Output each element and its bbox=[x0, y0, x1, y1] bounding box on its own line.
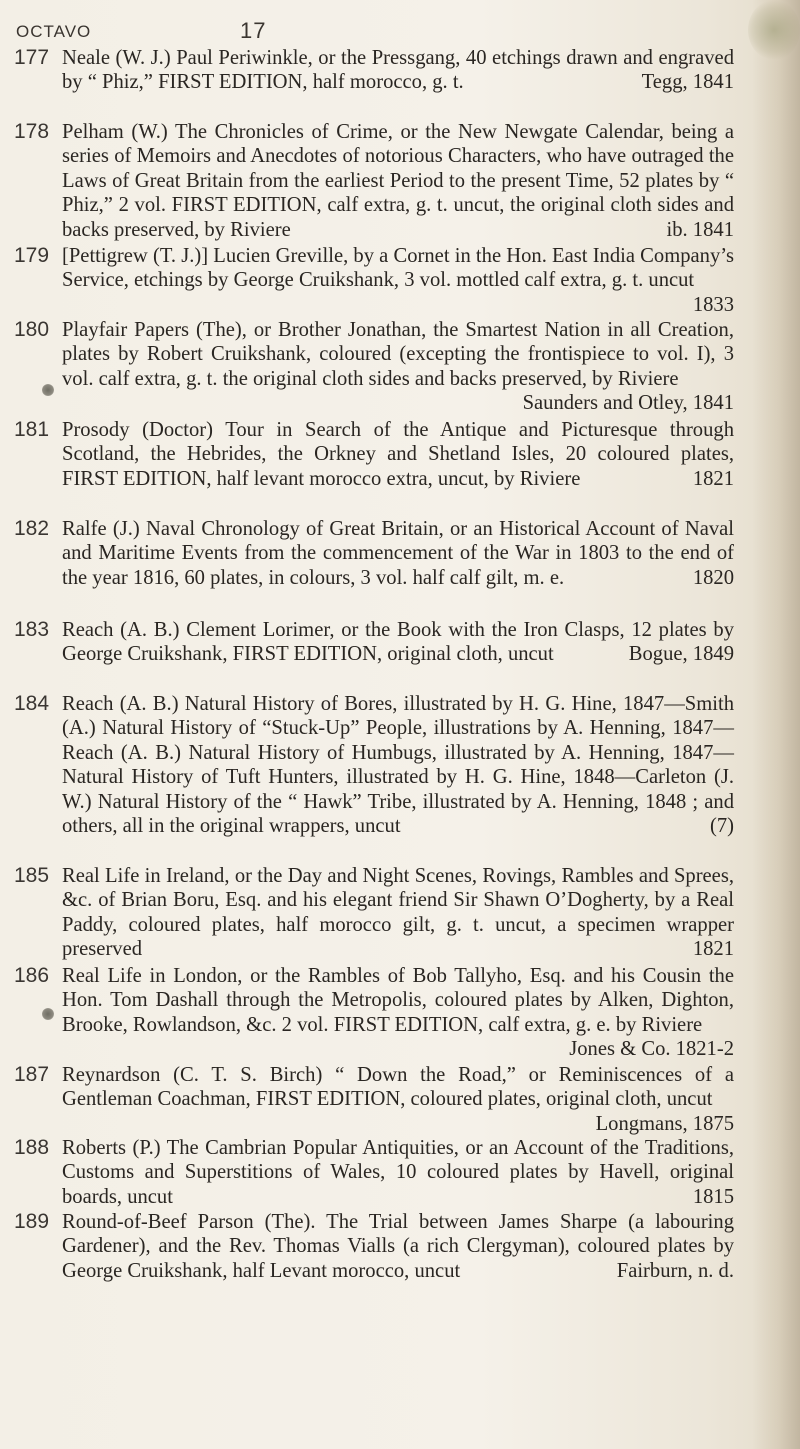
entry-text: Real Life in London, or the Rambles of Bob Tallyho, Esq. and his Cousin the Hon. Tom Dashall through the Metropolis, coloured plates by Alken, Dighton, Brooke, Rowlandson, &c. 2 vol. FIRST EDITION, calf extra, g. e. by Riviere bbox=[62, 965, 734, 1036]
entry-imprint: Jones & Co. 1821-2 bbox=[569, 1038, 734, 1061]
entry-text: Ralfe (J.) Naval Chronology of Great Britain, or an Historical Account of Naval and Maritime Events from the commencement of the War in 1803 to the end of the year 1816, 60 plates, in colours, 3 vol. half calf gilt, m. e. bbox=[62, 518, 734, 589]
entry-description bbox=[62, 318, 734, 416]
entry-text: Round-of-Beef Parson (The). The Trial between James Sharpe (a labouring Gardener), and the Rev. Thomas Vialls (a rich Clergyman), coloured plates by George Cruikshank, half Levant morocco, uncut bbox=[62, 1211, 734, 1282]
lot-number: 188 bbox=[14, 1136, 50, 1159]
entry-description bbox=[62, 418, 734, 491]
lot-number: 181 bbox=[14, 418, 50, 441]
entry-imprint: Fairburn, n. d. bbox=[616, 1259, 734, 1282]
foxing-spot bbox=[42, 1008, 54, 1020]
entry-text: Pelham (W.) The Chronicles of Crime, or the New Newgate Calendar, being a series of Memoirs and Anecdotes of notorious Characters, who have outraged the Laws of Great Britain from the earliest Period to the present Time, 52 plates by “ Phiz,” 2 vol. FIRST EDITION, calf extra, g. t. uncut, the original cloth sides and backs preserved, by Riviere bbox=[62, 121, 734, 241]
lot-number: 189 bbox=[14, 1210, 50, 1233]
lot-number: 187 bbox=[14, 1063, 50, 1086]
lot-number: 185 bbox=[14, 864, 50, 887]
entry-text: Neale (W. J.) Paul Periwinkle, or the Pressgang, 40 etchings drawn and engraved by “ Phiz,” FIRST EDITION, half morocco, g. t. bbox=[62, 47, 734, 94]
entry-text: Playfair Papers (The), or Brother Jonathan, the Smartest Nation in all Creation, plates by Robert Cruikshank, coloured (excepting the frontispiece to vol. I), 3 vol. calf extra, g. t. the original cloth sides and backs preserved, by Riviere bbox=[62, 319, 734, 390]
entry-imprint: 1821 bbox=[692, 467, 734, 490]
entry-text: [Pettigrew (T. J.)] Lucien Greville, by a Cornet in the Hon. East India Company’s Service, etchings by George Cruikshank, 3 vol. mottled calf extra, g. t. uncut bbox=[62, 245, 734, 292]
entry-description bbox=[62, 1210, 734, 1283]
entry-text: Reach (A. B.) Clement Lorimer, or the Book with the Iron Clasps, 12 plates by George Cruikshank, FIRST EDITION, original cloth, uncut bbox=[62, 619, 734, 666]
page-edge-shadow bbox=[752, 0, 800, 1449]
entry-imprint: Saunders and Otley, 1841 bbox=[522, 392, 734, 415]
page-number: 17 bbox=[240, 18, 267, 43]
entry-text: Roberts (P.) The Cambrian Popular Antiquities, or an Account of the Traditions, Customs and Superstitions of Wales, 10 coloured plates by Havell, original boards, uncut bbox=[62, 1137, 734, 1208]
lot-number: 182 bbox=[14, 517, 50, 540]
entry-text: Real Life in Ireland, or the Day and Night Scenes, Rovings, Rambles and Sprees, &c. of Brian Boru, Esq. and his elegant friend Sir Shawn O’Dogherty, by a Real Paddy, coloured plates, half morocco gilt, g. t. uncut, a specimen wrapper preserved bbox=[62, 865, 734, 961]
entry-imprint: Tegg, 1841 bbox=[641, 71, 734, 94]
foxing-spot bbox=[42, 384, 54, 396]
entry-imprint: (7) bbox=[709, 815, 734, 838]
entry-imprint: Longmans, 1875 bbox=[595, 1112, 734, 1135]
lot-number: 180 bbox=[14, 318, 50, 341]
entry-description bbox=[62, 46, 734, 95]
foxing-stain bbox=[748, 0, 800, 60]
entry-description bbox=[62, 618, 734, 667]
entry-description bbox=[62, 692, 734, 838]
entry-imprint: 1820 bbox=[692, 566, 734, 589]
lot-number: 179 bbox=[14, 244, 50, 267]
entry-description bbox=[62, 244, 734, 317]
entry-imprint: 1833 bbox=[692, 293, 734, 316]
entry-description bbox=[62, 517, 734, 590]
entry-description bbox=[62, 1063, 734, 1136]
page-header bbox=[16, 18, 740, 48]
entry-description bbox=[62, 864, 734, 962]
lot-number: 183 bbox=[14, 618, 50, 641]
entry-description bbox=[62, 964, 734, 1062]
lot-number: 177 bbox=[14, 46, 50, 69]
lot-number: 184 bbox=[14, 692, 50, 715]
entry-imprint: 1815 bbox=[692, 1185, 734, 1208]
entry-imprint: Bogue, 1849 bbox=[628, 643, 734, 666]
section-title: OCTAVO bbox=[16, 22, 92, 41]
entry-text: Prosody (Doctor) Tour in Search of the Antique and Picturesque through Scotland, the Hebrides, the Orkney and Shetland Isles, 20 coloured plates, FIRST EDITION, half levant morocco extra, uncut, by Riviere bbox=[62, 419, 734, 490]
entry-imprint: 1821 bbox=[692, 938, 734, 961]
entry-text: Reynardson (C. T. S. Birch) “ Down the Road,” or Reminiscences of a Gentleman Coachman, FIRST EDITION, coloured plates, original cloth, uncut bbox=[62, 1064, 734, 1111]
entry-description bbox=[62, 1136, 734, 1209]
lot-number: 178 bbox=[14, 120, 50, 143]
entry-description bbox=[62, 120, 734, 242]
entry-imprint: ib. 1841 bbox=[666, 218, 734, 241]
entry-text: Reach (A. B.) Natural History of Bores, illustrated by H. G. Hine, 1847—Smith (A.) Natural History of “Stuck-Up” People, illustrations by A. Henning, 1847—Reach (A. B.) Natural History of Humbugs, illustrated by A. Henning, 1847—Natural History of Tuft Hunters, illustrated by H. G. Hine, 1848—Carleton (J. W.) Natural History of the “ Hawk” Tribe, illustrated by A. Henning, 1848 ; and others, all in the original wrappers, uncut bbox=[62, 693, 734, 838]
lot-number: 186 bbox=[14, 964, 50, 987]
